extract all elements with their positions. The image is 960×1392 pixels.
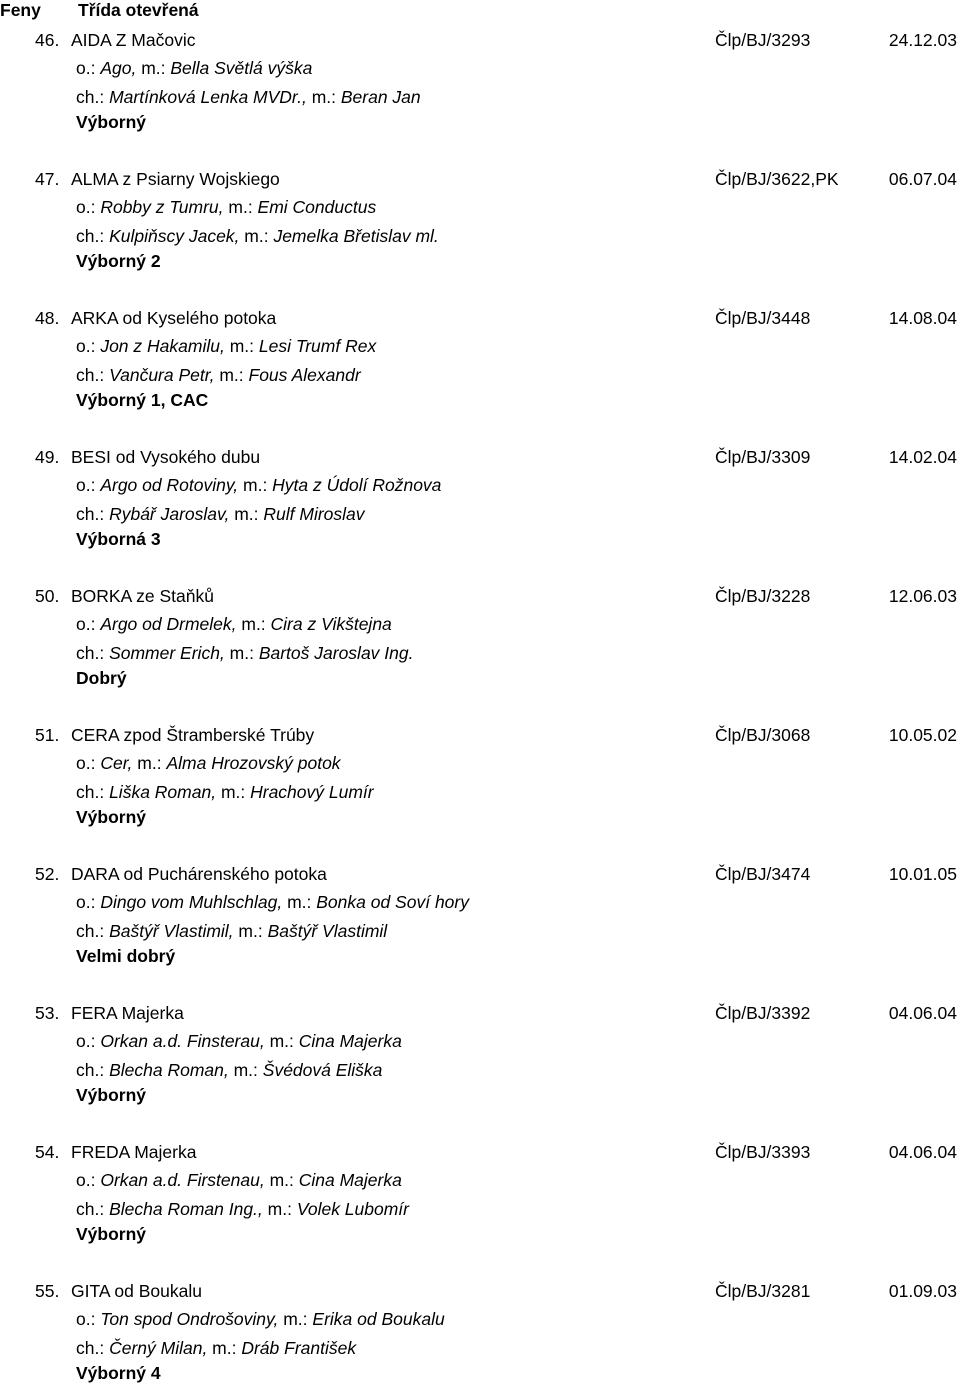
dog-name: ARKA od Kyselého potoka [71, 308, 277, 328]
dam-prefix: m.: [278, 1309, 313, 1329]
dog-name: DARA od Puchárenského potoka [71, 864, 327, 884]
dam-prefix: m.: [136, 58, 171, 78]
dog-entry [0, 1280, 960, 1392]
sire-name: Cer, [100, 753, 133, 773]
grade-result: Výborný [76, 807, 147, 827]
parents-line [76, 752, 341, 774]
owner-prefix: ch.: [76, 1060, 110, 1080]
owner-line [76, 781, 374, 803]
dog-name: GITA od Boukalu [71, 1281, 203, 1301]
dog-entry [0, 863, 960, 975]
owner-line [76, 1198, 409, 1220]
dog-entry [0, 585, 960, 697]
parents-line [76, 1308, 445, 1330]
owner-line [76, 1059, 382, 1081]
grade-result: Výborný 2 [76, 251, 161, 271]
birth-date: 10.01.05 [888, 864, 957, 884]
owner-line [76, 225, 439, 247]
owner-name: Blecha Roman Ing., [109, 1199, 263, 1219]
owner-prefix: ch.: [76, 921, 110, 941]
owner-prefix: ch.: [76, 1338, 110, 1358]
owner-line [76, 642, 413, 664]
owner-name: Baštýř Vlastimil, [109, 921, 234, 941]
dog-entry [0, 724, 960, 836]
registration-number: Člp/BJ/3474 [715, 864, 811, 884]
registration-number: Člp/BJ/3448 [715, 308, 811, 328]
dog-name: ALMA z Psiarny Wojskiego [71, 169, 280, 189]
dam-name: Cira z Vikštejna [270, 614, 392, 634]
dog-name: BORKA ze Staňků [71, 586, 214, 606]
parents-line [76, 57, 312, 79]
entry-number: 53. [35, 1003, 60, 1023]
breeder-prefix: m.: [239, 226, 274, 246]
parents-line [76, 1030, 402, 1052]
registration-number: Člp/BJ/3309 [715, 447, 811, 467]
registration-number: Člp/BJ/3622,PK [715, 169, 839, 189]
birth-date: 10.05.02 [888, 725, 957, 745]
owner-name: Liška Roman, [109, 782, 217, 802]
dam-prefix: m.: [264, 1170, 299, 1190]
dog-entry [0, 446, 960, 558]
birth-date: 14.08.04 [888, 308, 957, 328]
dog-entry [0, 307, 960, 419]
owner-line [76, 503, 365, 525]
owner-prefix: ch.: [76, 782, 110, 802]
dam-name: Hyta z Údolí Rožnova [272, 475, 442, 495]
entry-number: 46. [35, 30, 60, 50]
dam-name: Bonka od Soví hory [316, 892, 469, 912]
dam-name: Emi Conductus [257, 197, 377, 217]
dog-name: AIDA Z Mačovic [71, 30, 196, 50]
birth-date: 04.06.04 [888, 1142, 957, 1162]
dam-name: Bella Světlá výška [170, 58, 313, 78]
owner-line [76, 1337, 356, 1359]
registration-number: Člp/BJ/3228 [715, 586, 811, 606]
dog-entry [0, 29, 960, 141]
grade-result: Velmi dobrý [76, 946, 176, 966]
sire-prefix: o.: [76, 475, 101, 495]
birth-date: 01.09.03 [888, 1281, 957, 1301]
sire-name: Argo od Drmelek, [100, 614, 237, 634]
owner-prefix: ch.: [76, 365, 110, 385]
grade-result: Výborný 1, CAC [76, 390, 209, 410]
breeder-name: Rulf Miroslav [263, 504, 365, 524]
owner-prefix: ch.: [76, 226, 110, 246]
dog-entry [0, 1141, 960, 1253]
owner-line [76, 364, 361, 386]
dam-name: Alma Hrozovský potok [166, 753, 341, 773]
entry-number: 51. [35, 725, 60, 745]
parents-line [76, 335, 376, 357]
dog-name: CERA zpod Štramberské Trúby [71, 725, 315, 745]
entry-number: 54. [35, 1142, 60, 1162]
grade-result: Dobrý [76, 668, 127, 688]
grade-result: Výborný [76, 112, 147, 132]
breeder-name: Volek Lubomír [296, 1199, 409, 1219]
owner-prefix: ch.: [76, 504, 110, 524]
parents-line [76, 891, 469, 913]
owner-line [76, 86, 421, 108]
dog-name: BESI od Vysokého dubu [71, 447, 261, 467]
dam-name: Erika od Boukalu [312, 1309, 445, 1329]
registration-number: Člp/BJ/3281 [715, 1281, 811, 1301]
dog-entry [0, 168, 960, 280]
sire-name: Argo od Rotoviny, [100, 475, 239, 495]
grade-result: Výborný 4 [76, 1363, 161, 1383]
owner-name: Sommer Erich, [109, 643, 225, 663]
dam-prefix: m.: [224, 336, 259, 356]
owner-name: Černý Milan, [109, 1338, 208, 1358]
sire-prefix: o.: [76, 58, 101, 78]
breeder-name: Hrachový Lumír [250, 782, 374, 802]
sire-name: Orkan a.d. Firstenau, [100, 1170, 265, 1190]
breeder-name: Beran Jan [340, 87, 421, 107]
breeder-prefix: m.: [216, 782, 251, 802]
entry-number: 52. [35, 864, 60, 884]
birth-date: 04.06.04 [888, 1003, 957, 1023]
dam-name: Cina Majerka [298, 1170, 402, 1190]
owner-name: Kulpiňscy Jacek, [109, 226, 240, 246]
dam-name: Lesi Trumf Rex [258, 336, 377, 356]
breeder-prefix: m.: [306, 87, 341, 107]
sire-name: Dingo vom Muhlschlag, [100, 892, 283, 912]
breeder-prefix: m.: [233, 921, 268, 941]
registration-number: Člp/BJ/3393 [715, 1142, 811, 1162]
dam-prefix: m.: [132, 753, 167, 773]
breeder-name: Jemelka Břetislav ml. [273, 226, 439, 246]
owner-prefix: ch.: [76, 1199, 110, 1219]
sire-name: Ton spod Ondrošoviny, [100, 1309, 279, 1329]
registration-number: Člp/BJ/3068 [715, 725, 811, 745]
grade-result: Výborný [76, 1224, 147, 1244]
owner-line [76, 920, 387, 942]
breeder-name: Bartoš Jaroslav Ing. [258, 643, 414, 663]
class-heading: Třída otevřená [78, 0, 199, 20]
entry-number: 55. [35, 1281, 60, 1301]
owner-name: Rybář Jaroslav, [109, 504, 230, 524]
birth-date: 14.02.04 [888, 447, 957, 467]
dam-prefix: m.: [282, 892, 317, 912]
entry-number: 50. [35, 586, 60, 606]
sire-name: Robby z Tumru, [100, 197, 224, 217]
owner-name: Martínková Lenka MVDr., [109, 87, 307, 107]
breeder-prefix: m.: [224, 643, 259, 663]
sire-name: Jon z Hakamilu, [100, 336, 225, 356]
parents-line [76, 1169, 402, 1191]
sire-prefix: o.: [76, 1031, 101, 1051]
parents-line [76, 196, 376, 218]
owner-prefix: ch.: [76, 643, 110, 663]
breeder-prefix: m.: [228, 1060, 263, 1080]
sire-prefix: o.: [76, 197, 101, 217]
entry-number: 49. [35, 447, 60, 467]
breeder-prefix: m.: [262, 1199, 297, 1219]
sire-prefix: o.: [76, 892, 101, 912]
grade-result: Výborný [76, 1085, 147, 1105]
owner-prefix: ch.: [76, 87, 110, 107]
entry-number: 47. [35, 169, 60, 189]
breeder-name: Fous Alexandr [248, 365, 361, 385]
sire-name: Orkan a.d. Finsterau, [100, 1031, 265, 1051]
dog-name: FERA Majerka [71, 1003, 184, 1023]
breeder-name: Švédová Eliška [262, 1060, 383, 1080]
page-header [0, 0, 960, 24]
owner-name: Blecha Roman, [109, 1060, 229, 1080]
breeder-name: Baštýř Vlastimil [267, 921, 388, 941]
registration-number: Člp/BJ/3392 [715, 1003, 811, 1023]
dog-entry [0, 1002, 960, 1114]
sire-prefix: o.: [76, 753, 101, 773]
parents-line [76, 474, 441, 496]
breeder-prefix: m.: [214, 365, 249, 385]
dam-prefix: m.: [264, 1031, 299, 1051]
dam-prefix: m.: [223, 197, 258, 217]
dog-name: FREDA Majerka [71, 1142, 197, 1162]
birth-date: 12.06.03 [888, 586, 957, 606]
sire-prefix: o.: [76, 336, 101, 356]
sire-prefix: o.: [76, 1309, 101, 1329]
grade-result: Výborná 3 [76, 529, 161, 549]
registration-number: Člp/BJ/3293 [715, 30, 811, 50]
dam-name: Cina Majerka [298, 1031, 402, 1051]
birth-date: 24.12.03 [888, 30, 957, 50]
category-heading: Feny [0, 0, 41, 20]
parents-line [76, 613, 392, 635]
owner-name: Vančura Petr, [109, 365, 215, 385]
dam-prefix: m.: [238, 475, 273, 495]
sire-prefix: o.: [76, 1170, 101, 1190]
sire-name: Ago, [100, 58, 137, 78]
breeder-prefix: m.: [229, 504, 264, 524]
dam-prefix: m.: [236, 614, 271, 634]
breeder-prefix: m.: [207, 1338, 242, 1358]
breeder-name: Dráb František [241, 1338, 357, 1358]
entry-number: 48. [35, 308, 60, 328]
sire-prefix: o.: [76, 614, 101, 634]
birth-date: 06.07.04 [888, 169, 957, 189]
